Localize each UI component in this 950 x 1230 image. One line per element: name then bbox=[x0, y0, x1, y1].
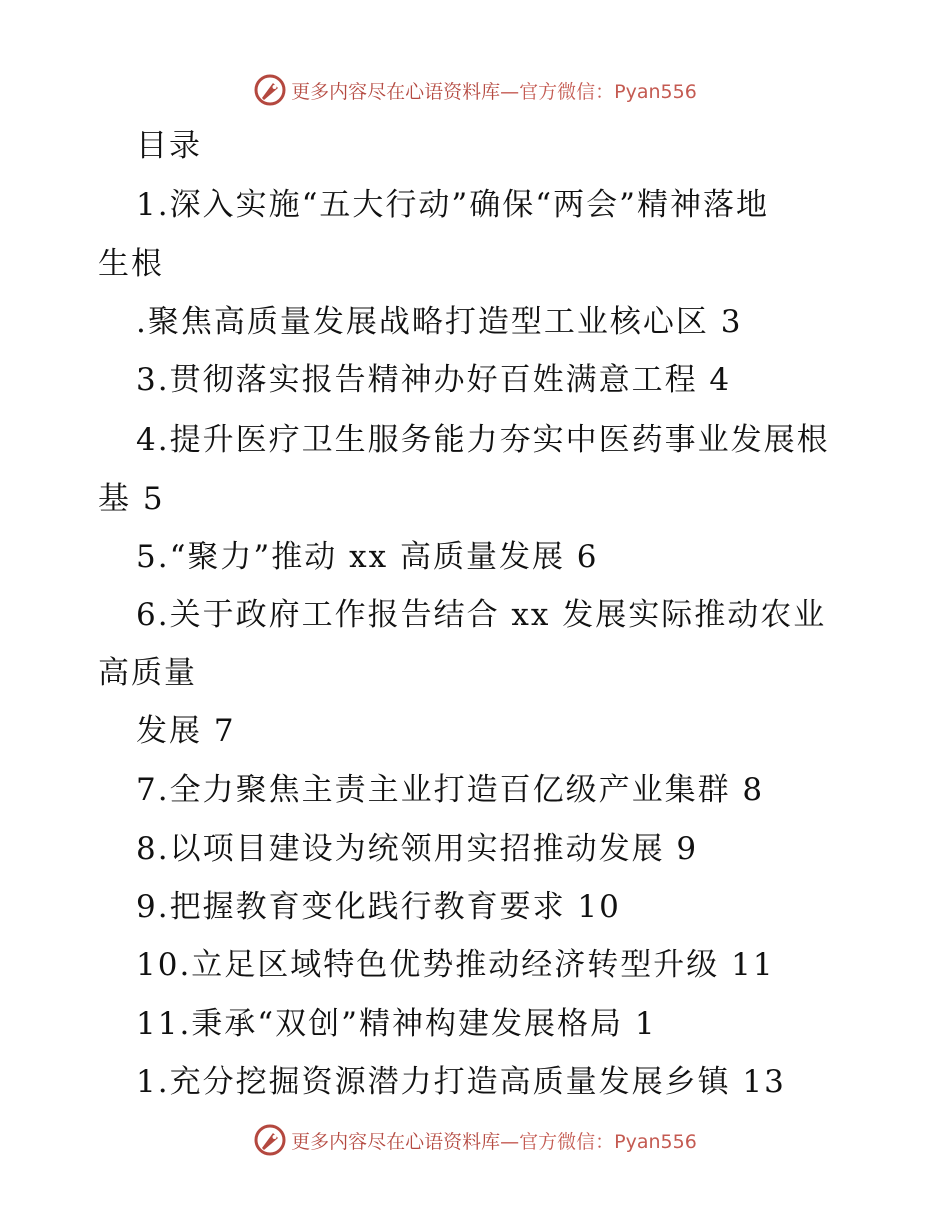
toc-entry: 3.贯彻落实报告精神办好百姓满意工程 4 bbox=[136, 362, 732, 398]
toc-entry: 7.全力聚焦主责主业打造百亿级产业集群 8 bbox=[136, 772, 765, 808]
toc-heading: 目录 bbox=[136, 128, 202, 164]
toc-entry-continuation: 基 5 bbox=[98, 481, 165, 517]
toc-entry: 9.把握教育变化践行教育要求 10 bbox=[136, 889, 621, 925]
banner-wechat-text: —官方微信：Pyan556 bbox=[500, 80, 697, 103]
toc-entry: .聚焦高质量发展战略打造型工业核心区 3 bbox=[136, 304, 743, 340]
toc-entry: 5.“聚力”推动 xx 高质量发展 6 bbox=[136, 539, 599, 575]
footer-watermark-banner bbox=[0, 1122, 950, 1158]
toc-entry: 1.深入实施“五大行动”确保“两会”精神落地 bbox=[136, 187, 769, 223]
toc-entry: 11.秉承“双创”精神构建发展格局 1 bbox=[136, 1006, 657, 1042]
toc-entry-continuation: 高质量 bbox=[98, 655, 197, 691]
pen-nib-circle-icon bbox=[253, 1123, 287, 1157]
toc-entry: 10.立足区域特色优势推动经济转型升级 11 bbox=[136, 947, 775, 983]
toc-entry: 6.关于政府工作报告结合 xx 发展实际推动农业 bbox=[136, 597, 827, 633]
toc-entry: 4.提升医疗卫生服务能力夯实中医药事业发展根 bbox=[136, 422, 830, 458]
toc-entry: 8.以项目建设为统领用实招推动发展 9 bbox=[136, 831, 699, 867]
toc-entry-continuation: 发展 7 bbox=[136, 713, 236, 749]
toc-entry: 1.充分挖掘资源潜力打造高质量发展乡镇 13 bbox=[136, 1064, 786, 1100]
toc-entry-continuation: 生根 bbox=[98, 246, 164, 282]
banner-wechat-text: —官方微信：Pyan556 bbox=[500, 1130, 697, 1153]
banner-text: 更多内容尽在心语资料库 bbox=[291, 1130, 501, 1153]
banner-text: 更多内容尽在心语资料库 bbox=[291, 80, 501, 103]
